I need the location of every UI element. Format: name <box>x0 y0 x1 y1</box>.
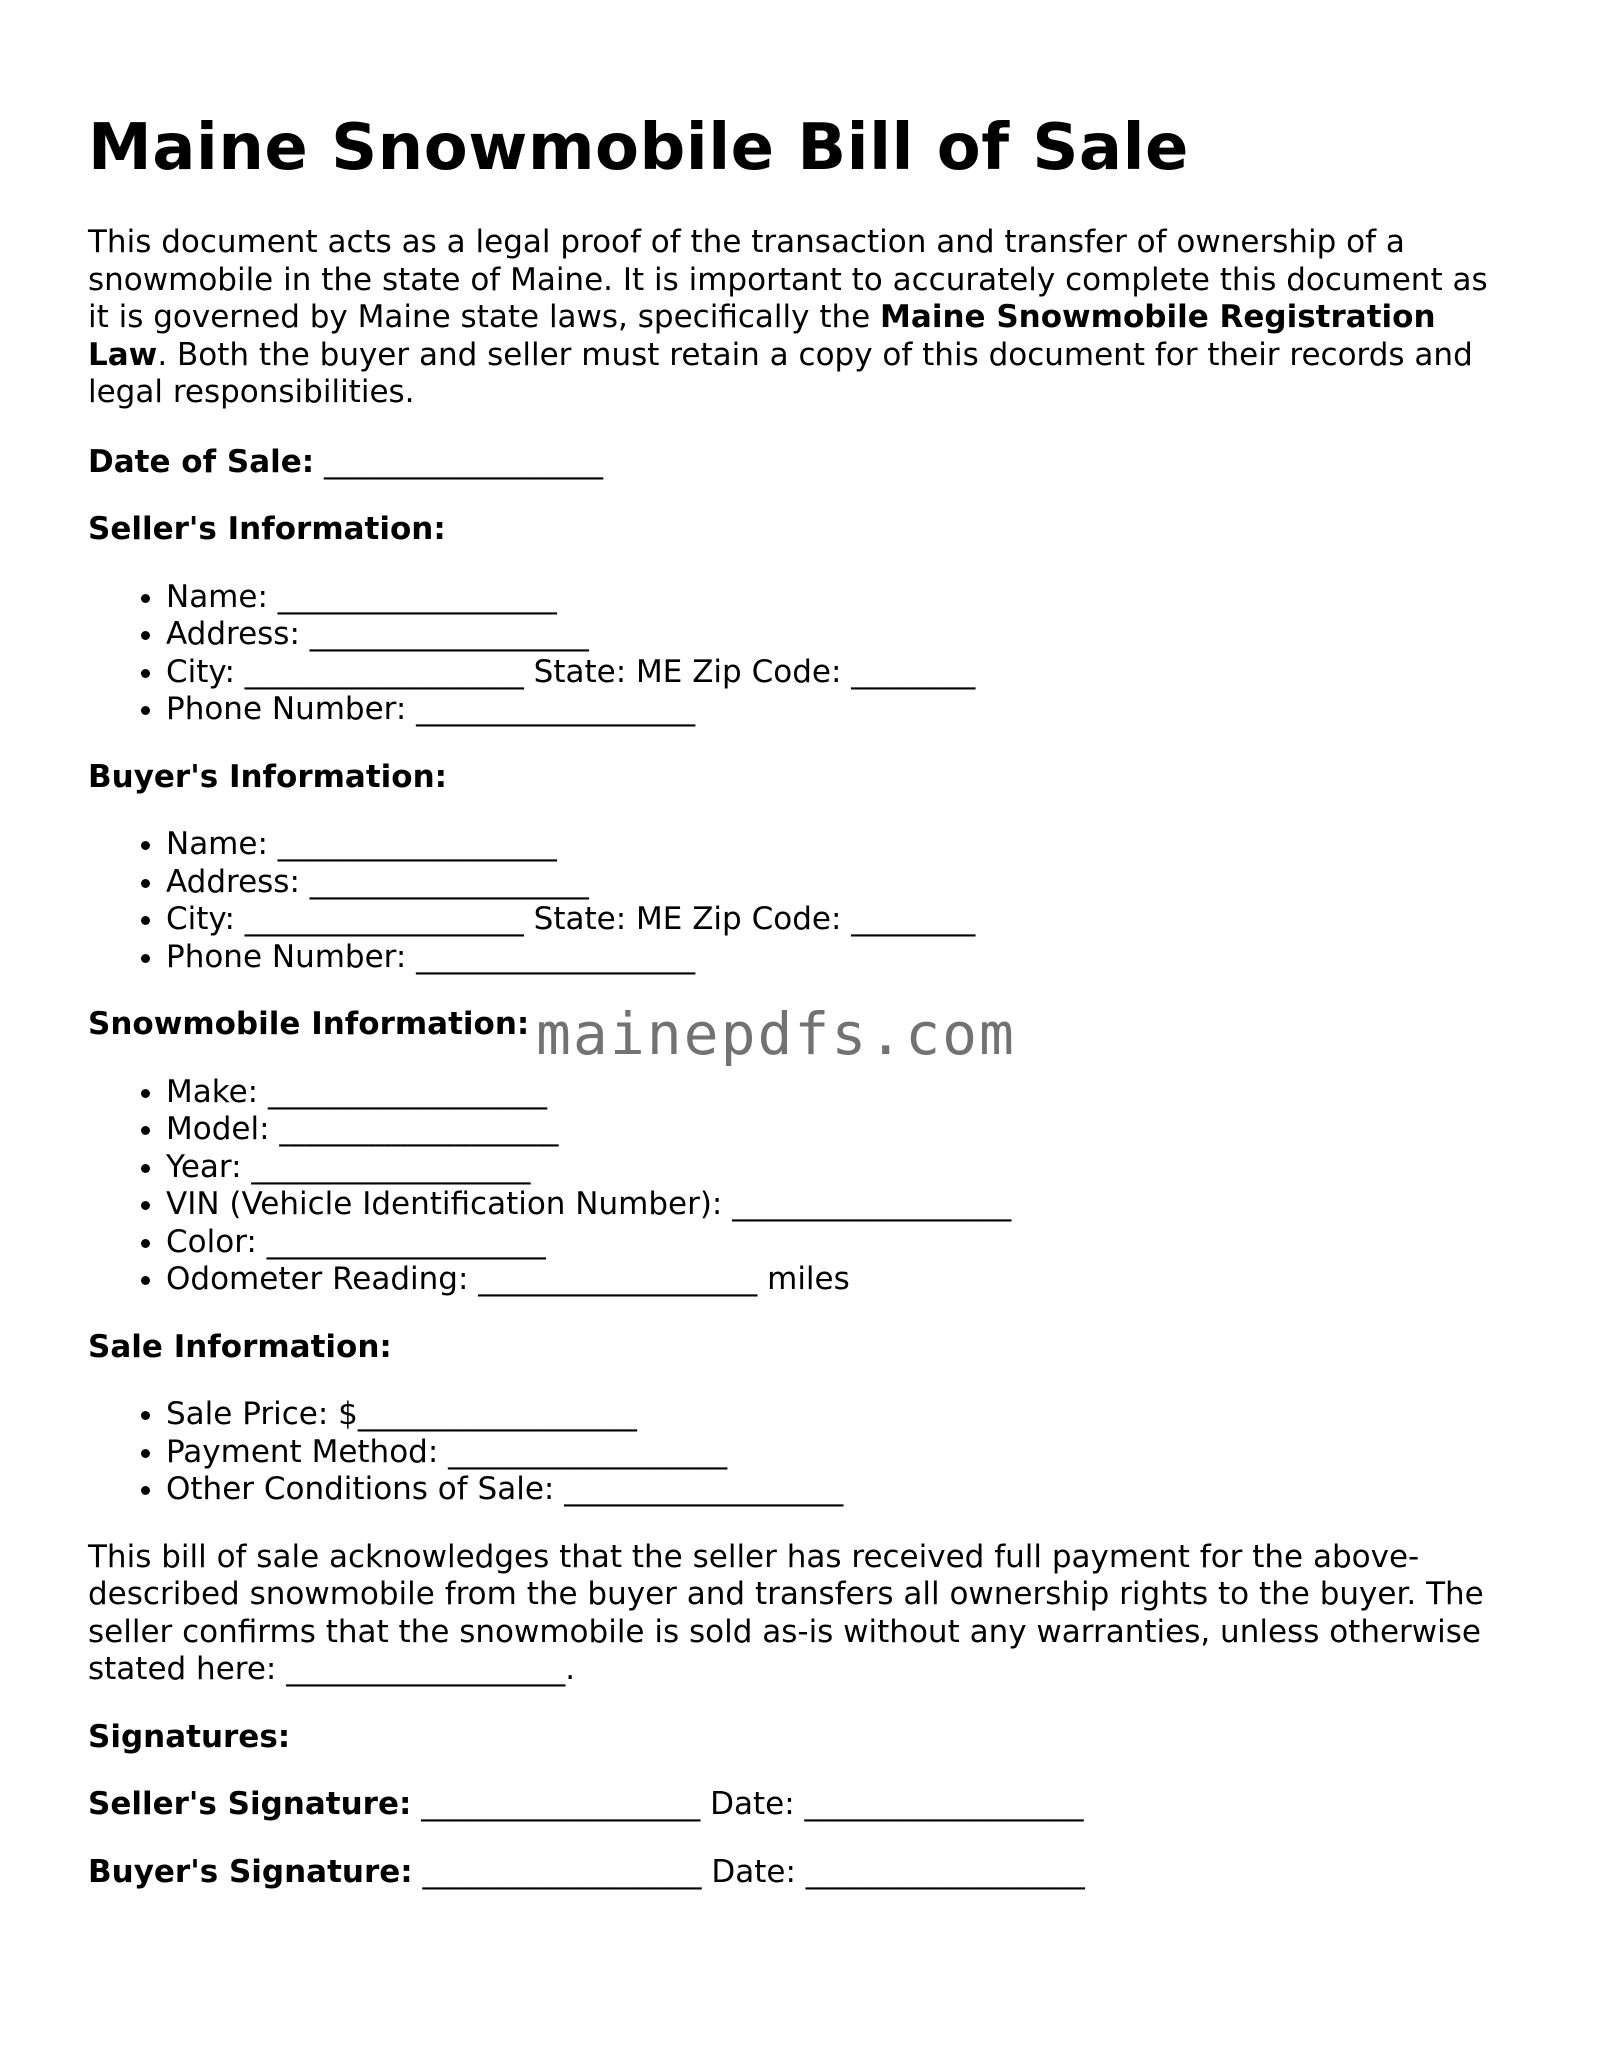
intro-text-part2: . Both the buyer and seller must retain a copy of this document for their records and legal responsibilities. <box>88 336 1473 410</box>
other-conditions-field[interactable]: • Other Conditions of Sale: __________________ <box>166 1471 1518 1509</box>
seller-signature-label: Seller's Signature: <box>88 1786 412 1822</box>
snowmobile-year-field[interactable]: • Year: __________________ <box>166 1149 1518 1187</box>
seller-name-field[interactable]: • Name: __________________ <box>166 579 1518 617</box>
date-of-sale-field <box>88 444 1518 482</box>
acknowledgment-paragraph: This bill of sale acknowledges that the seller has received full payment for the above-described snowmobile from the buyer and transfers all ownership rights to the buyer. The seller confirms that the snowmobile is sold as-is without any warranties, unless otherwise stated here: __________________. <box>88 1538 1484 1687</box>
snowmobile-make-field[interactable]: • Make: __________________ <box>166 1074 1518 1112</box>
snowmobile-color-field[interactable]: • Color: __________________ <box>166 1224 1518 1262</box>
seller-section-heading: Seller's Information: <box>88 511 446 547</box>
buyer-phone-field[interactable]: • Phone Number: __________________ <box>166 939 1518 977</box>
intro-law-name: Maine Snowmobile Registration Law <box>88 299 1436 373</box>
sale-section-heading: Sale Information: <box>88 1328 392 1365</box>
signatures-heading: Signatures: <box>88 1718 291 1755</box>
page-title: Maine Snowmobile Bill of Sale <box>88 111 1189 185</box>
sale-info-list <box>88 1396 1518 1509</box>
seller-phone-field[interactable]: • Phone Number: __________________ <box>166 691 1518 729</box>
buyer-address-field[interactable]: • Address: __________________ <box>166 864 1518 902</box>
buyer-city-state-zip-field[interactable]: • City: __________________ State: ME Zip Code: ________ <box>166 901 1518 939</box>
buyer-signature-label: Buyer's Signature: <box>88 1853 413 1890</box>
buyer-signature-line <box>88 1854 1518 1892</box>
seller-signature-line <box>88 1786 1518 1824</box>
seller-info-list <box>88 579 1518 729</box>
buyer-info-list <box>88 826 1518 976</box>
buyer-signature-blanks[interactable]: __________________ Date: __________________ <box>412 1853 1085 1890</box>
seller-address-field[interactable]: • Address: __________________ <box>166 616 1518 654</box>
snowmobile-model-field[interactable]: • Model: __________________ <box>166 1111 1518 1149</box>
intro-text-part1: This document acts as a legal proof of the transaction and transfer of ownership of a snowmobile in the state of Maine. It is important to accurately complete this document as it is governed by Maine state laws, specifically the <box>88 224 1488 335</box>
sale-price-field[interactable]: • Sale Price: $__________________ <box>166 1396 1518 1434</box>
payment-method-field[interactable]: • Payment Method: __________________ <box>166 1434 1518 1472</box>
snowmobile-odometer-field[interactable]: • Odometer Reading: __________________ miles <box>166 1261 1518 1299</box>
buyer-section-heading: Buyer's Information: <box>88 758 448 795</box>
buyer-name-field[interactable]: • Name: __________________ <box>166 826 1518 864</box>
seller-city-state-zip-field[interactable]: • City: __________________ State: ME Zip Code: ________ <box>166 654 1518 692</box>
snowmobile-section-heading: Snowmobile Information: <box>88 1006 530 1042</box>
snowmobile-info-list <box>88 1074 1518 1299</box>
snowmobile-vin-field[interactable]: • VIN (Vehicle Identification Number): __________________ <box>166 1186 1518 1224</box>
intro-paragraph <box>88 224 1518 412</box>
date-of-sale-blank[interactable]: __________________ <box>324 443 604 480</box>
seller-signature-blanks[interactable]: __________________ Date: __________________ <box>411 1786 1084 1822</box>
date-of-sale-label: Date of Sale: <box>88 443 315 480</box>
watermark-text: mainepdfs.com <box>536 1000 1016 1068</box>
